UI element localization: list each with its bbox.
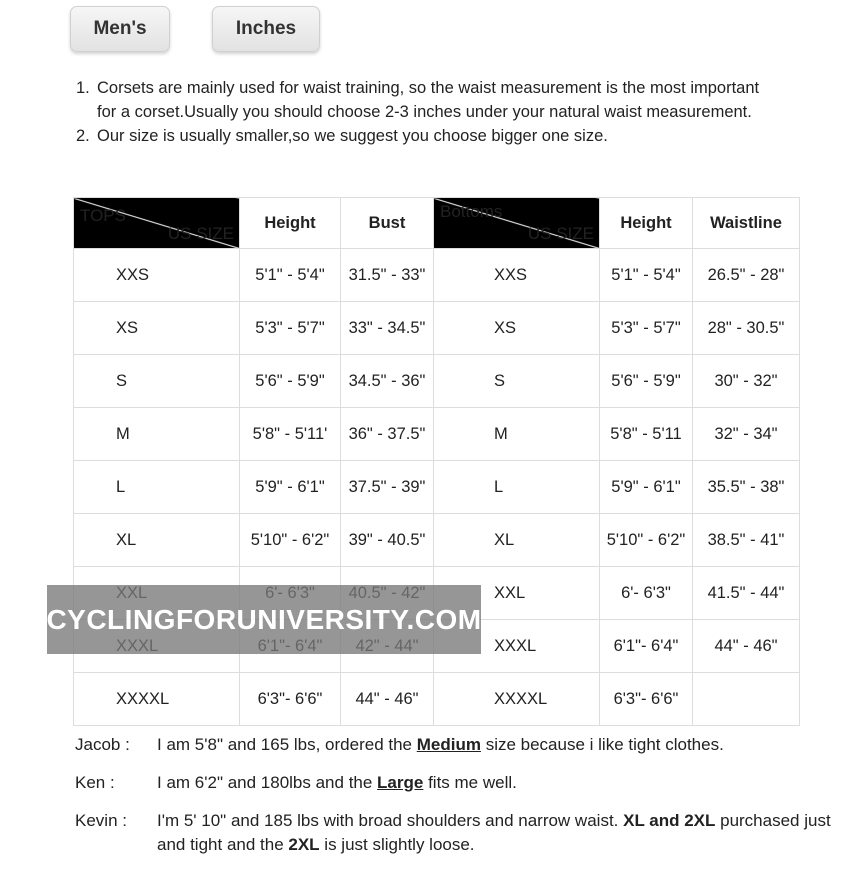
reviewer-name: Kevin : [75,811,127,830]
table-row [74,355,800,408]
bottoms-height-cell: 6'3"- 6'6" [600,673,693,726]
table-row [74,461,800,514]
waistline-cell: 44" - 46" [693,620,800,673]
waistline-cell: 28" - 30.5" [693,302,800,355]
bottoms-size-cell: S [434,355,600,408]
bottoms-size-cell: M [434,408,600,461]
bottoms-height-cell: 5'3" - 5'7" [600,302,693,355]
bottoms-size-cell: XXXL [434,620,600,673]
bust-cell: 36" - 37.5" [341,408,434,461]
tops-size-cell: XL [74,514,240,567]
waistline-cell: 30" - 32" [693,355,800,408]
reviewer-name: Jacob : [75,735,130,754]
waistline-cell: 38.5" - 41" [693,514,800,567]
bust-cell: 37.5" - 39" [341,461,434,514]
note-item [76,124,776,148]
review-item [75,809,845,857]
table-row [74,408,800,461]
tops-height-cell: 5'9" - 6'1" [240,461,341,514]
bust-cell: 44" - 46" [341,673,434,726]
note-number: 1. [76,79,90,97]
waistline-cell: 41.5" - 44" [693,567,800,620]
size-notes [76,76,776,148]
bottoms-size-cell: XS [434,302,600,355]
us-size-label: US SIZE [167,224,234,243]
bottoms-height-cell: 5'8" - 5'11 [600,408,693,461]
gender-button[interactable]: Men's [70,6,170,52]
note-text: Our size is usually smaller,so we suggest you choose bigger one size. [97,127,608,145]
bottoms-height-cell: 5'9" - 6'1" [600,461,693,514]
review-size-highlight: 2XL [288,835,320,854]
table-row [74,249,800,302]
bottoms-size-cell: XL [434,514,600,567]
review-text-part: purchased just and tight and the [157,811,831,854]
tops-height-cell: 5'10" - 6'2" [240,514,341,567]
review-item [75,771,845,795]
tops-size-cell: XXXXL [74,673,240,726]
review-text-part: I'm 5' 10" and 185 lbs with broad shoulders and narrow waist. [157,811,624,830]
waistline-header: Waistline [693,198,800,249]
tops-height-cell: 5'1" - 5'4" [240,249,341,302]
waistline-cell: 32" - 34" [693,408,800,461]
review-text-part: size because i like tight clothes. [480,735,724,754]
bottoms-size-cell: L [434,461,600,514]
bust-cell: 39" - 40.5" [341,514,434,567]
review-text-part: fits me well. [423,773,517,792]
tops-size-cell: M [74,408,240,461]
bottoms-height-cell: 5'10" - 6'2" [600,514,693,567]
review-text [75,771,845,795]
note-item [76,76,776,124]
review-text-part: I am 5'8" and 165 lbs, ordered the [157,735,417,754]
customer-reviews [75,733,845,871]
waistline-cell [693,673,800,726]
bottoms-size-header [434,198,600,249]
tops-size-cell: XS [74,302,240,355]
review-item [75,733,845,757]
tops-size-header [74,198,240,249]
bust-header: Bust [341,198,434,249]
bust-cell: 33" - 34.5" [341,302,434,355]
note-text: Corsets are mainly used for waist training, so the waist measurement is the most important for a corset.Usually you should choose 2-3 inches under your natural waist measurement. [97,79,760,121]
bottoms-size-cell: XXS [434,249,600,302]
waistline-cell: 26.5" - 28" [693,249,800,302]
bottoms-size-cell: XXXXL [434,673,600,726]
tops-height-header: Height [240,198,341,249]
tops-height-cell: 6'3"- 6'6" [240,673,341,726]
bust-cell: 34.5" - 36" [341,355,434,408]
bottoms-label: Bottoms [440,202,503,221]
unit-button[interactable]: Inches [212,6,320,52]
watermark: CYCLINGFORUNIVERSITY.COM [47,585,481,654]
table-row [74,673,800,726]
tops-height-cell: 5'8" - 5'11' [240,408,341,461]
bust-cell: 31.5" - 33" [341,249,434,302]
review-size-highlight: Medium [416,735,481,754]
table-row [74,514,800,567]
tops-label: TOPS [80,206,126,225]
bottoms-height-header: Height [600,198,693,249]
table-header-row [74,198,800,249]
tops-size-cell: S [74,355,240,408]
table-row [74,302,800,355]
us-size-label: US SIZE [527,224,594,243]
review-size-highlight: XL and 2XL [623,811,716,830]
review-text-part: I am 6'2" and 180lbs and the [157,773,378,792]
review-size-highlight: Large [377,773,424,792]
reviewer-name: Ken : [75,773,115,792]
bottoms-height-cell: 5'6" - 5'9" [600,355,693,408]
bottoms-height-cell: 6'1"- 6'4" [600,620,693,673]
tops-size-cell: XXS [74,249,240,302]
review-text-part: is just slightly loose. [319,835,475,854]
tops-height-cell: 5'3" - 5'7" [240,302,341,355]
tops-size-cell: L [74,461,240,514]
bottoms-height-cell: 5'1" - 5'4" [600,249,693,302]
tops-height-cell: 5'6" - 5'9" [240,355,341,408]
review-text [75,733,845,757]
note-number: 2. [76,127,90,145]
bottoms-size-cell: XXL [434,567,600,620]
waistline-cell: 35.5" - 38" [693,461,800,514]
bottoms-height-cell: 6'- 6'3" [600,567,693,620]
review-text [75,809,845,857]
